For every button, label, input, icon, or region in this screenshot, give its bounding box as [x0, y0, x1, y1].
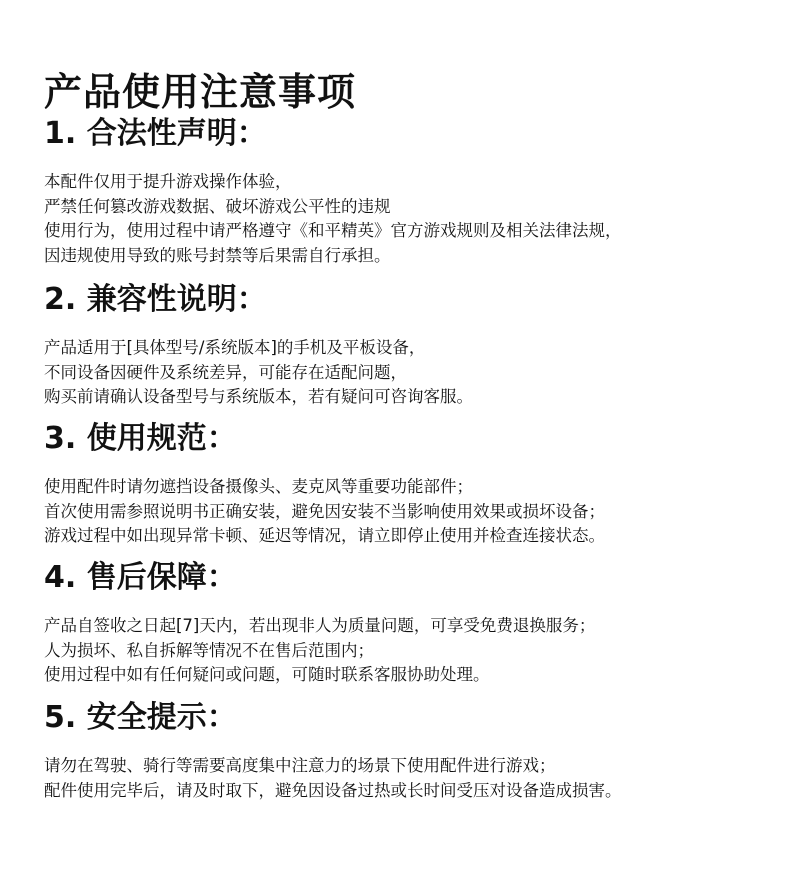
section-body-safety-tips: [44, 754, 784, 803]
section-body-usage-rules: [44, 475, 784, 549]
section-compatibility: [44, 282, 784, 410]
section-safety-tips: [44, 700, 784, 803]
section-body-legal-statement: [44, 170, 784, 268]
section-heading-legal-statement: 1. 合法性声明：: [44, 116, 267, 151]
body-line: 首次使用需参照说明书正确安装，避免因安装不当影响使用效果或损坏设备；: [44, 501, 605, 521]
section-heading-safety-tips: 5. 安全提示：: [44, 700, 237, 735]
body-line: 产品适用于[具体型号/系统版本]的手机及平板设备，: [44, 338, 426, 357]
body-line: 使用过程中如有任何疑问或问题，可随时联系客服协助处理。: [44, 665, 490, 684]
body-line: 不同设备因硬件及系统差异，可能存在适配问题，: [44, 362, 407, 382]
page-title: 产品使用注意事项: [44, 70, 357, 115]
section-heading-after-sales: 4. 售后保障：: [44, 560, 237, 595]
body-line: 配件使用完毕后，请及时取下，避免因设备过热或长时间受压对设备造成损害。: [44, 780, 622, 800]
body-line: 请勿在驾驶、骑行等需要高度集中注意力的场景下使用配件进行游戏；: [44, 756, 556, 775]
section-heading-compatibility: 2. 兼容性说明：: [44, 282, 267, 317]
section-legal-statement: [44, 116, 784, 268]
body-line: 使用行为，使用过程中请严格遵守《和平精英》官方游戏规则及相关法律法规，: [44, 221, 622, 240]
section-body-compatibility: [44, 336, 784, 410]
body-line: 严禁任何篡改游戏数据、破坏游戏公平性的违规: [44, 196, 391, 216]
section-heading-usage-rules: 3. 使用规范：: [44, 421, 237, 456]
body-line: 产品自签收之日起[7]天内，若出现非人为质量问题，可享受免费退换服务；: [44, 616, 596, 635]
body-line: 使用配件时请勿遮挡设备摄像头、麦克风等重要功能部件；: [44, 477, 473, 496]
section-usage-rules: [44, 421, 784, 549]
body-line: 游戏过程中如出现异常卡顿、延迟等情况，请立即停止使用并检查连接状态。: [44, 526, 605, 545]
section-after-sales: [44, 560, 784, 688]
body-line: 人为损坏、私自拆解等情况不在售后范围内；: [44, 640, 374, 660]
body-line: 本配件仅用于提升游戏操作体验，: [44, 172, 292, 191]
section-body-after-sales: [44, 614, 784, 688]
body-line: 因违规使用导致的账号封禁等后果需自行承担。: [44, 245, 391, 265]
body-line: 购买前请确认设备型号与系统版本，若有疑问可咨询客服。: [44, 387, 473, 406]
